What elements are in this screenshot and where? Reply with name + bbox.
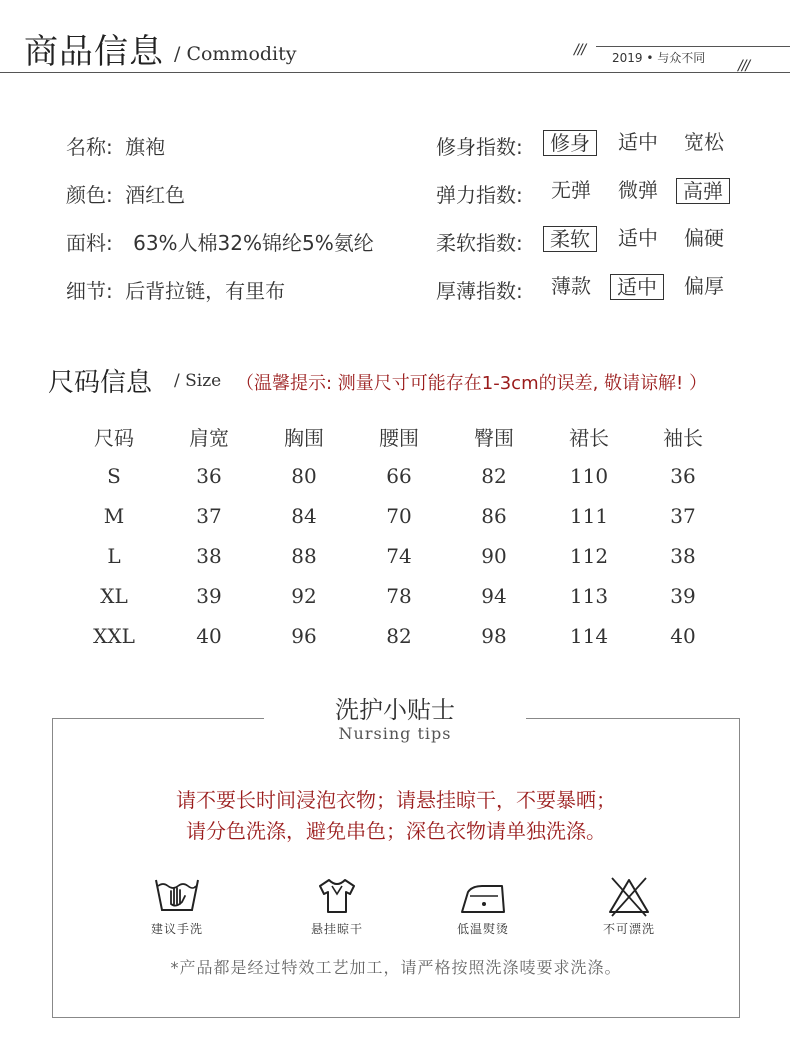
size-value-cell: 113 — [569, 584, 609, 608]
header-divider — [0, 72, 790, 73]
info-color — [66, 179, 185, 208]
size-label-cell: M — [103, 504, 125, 528]
thickness-option-medium: 适中 — [610, 274, 664, 300]
info-value: 63%人棉32%锦纶5%氨纶 — [133, 231, 374, 255]
size-value-cell: 82 — [481, 464, 507, 488]
stretch-option-slight: 微弹 — [618, 178, 658, 202]
nursing-footnote: *产品都是经过特效工艺加工，请严格按照洗涤唛要求洗涤。 — [170, 958, 622, 977]
size-value-cell: 88 — [291, 544, 317, 568]
no-bleach-label: 不可漂洗 — [602, 922, 655, 936]
size-value-cell: 37 — [670, 504, 696, 528]
low-iron-label: 低温熨烫 — [456, 922, 509, 936]
size-value-cell: 112 — [569, 544, 609, 568]
thickness-index-label: 厚薄指数: — [436, 279, 523, 303]
size-table-header: 腰围 — [379, 426, 419, 450]
nursing-line-1: 请不要长时间浸泡衣物；请悬挂晾干，不要暴晒； — [176, 788, 616, 812]
info-label: 颜色: — [66, 183, 113, 207]
size-value-cell: 36 — [196, 464, 222, 488]
thickness-option-thin: 薄款 — [551, 274, 591, 298]
size-value-cell: 40 — [670, 624, 696, 648]
size-value-cell: 90 — [481, 544, 507, 568]
size-value-cell: 111 — [569, 504, 609, 528]
hang-dry-label: 悬挂晾干 — [310, 922, 363, 936]
softness-option-hard: 偏硬 — [684, 226, 724, 250]
page-title: 商品信息 — [24, 32, 164, 72]
info-label: 细节: — [66, 279, 113, 303]
header-tag-line — [596, 46, 790, 47]
size-value-cell: 82 — [386, 624, 412, 648]
size-value-cell: 37 — [196, 504, 222, 528]
fit-option-regular: 适中 — [618, 130, 658, 154]
hand-wash-label: 建议手洗 — [150, 922, 203, 936]
page-subtitle: / Commodity — [174, 43, 297, 65]
size-value-cell: 114 — [569, 624, 609, 648]
size-label-cell: L — [107, 544, 121, 568]
size-table-header: 袖长 — [663, 426, 703, 450]
size-value-cell: 38 — [196, 544, 222, 568]
stretch-option-none: 无弹 — [551, 178, 591, 202]
size-value-cell: 36 — [670, 464, 696, 488]
size-table-header: 肩宽 — [189, 426, 229, 450]
size-value-cell: 92 — [291, 584, 317, 608]
fit-index-label: 修身指数: — [436, 135, 523, 159]
hang-dry-icon — [312, 874, 362, 918]
info-value: 旗袍 — [125, 135, 166, 159]
slashes-right: /// — [738, 58, 750, 74]
stretch-option-high: 高弹 — [676, 178, 730, 204]
softness-option-soft: 柔软 — [543, 226, 597, 252]
size-value-cell: 38 — [670, 544, 696, 568]
size-label-cell: S — [107, 464, 121, 488]
info-detail — [66, 275, 285, 304]
info-value: 后背拉链，有里布 — [125, 279, 286, 303]
size-value-cell: 40 — [196, 624, 222, 648]
hand-wash-icon — [152, 874, 202, 918]
size-section-title: 尺码信息 — [48, 368, 153, 398]
fit-option-slim: 修身 — [543, 130, 597, 156]
no-bleach-icon — [604, 874, 654, 918]
size-note: （温馨提示: 测量尺寸可能存在1-3cm的误差, 敬请谅解! ） — [236, 373, 707, 394]
size-value-cell: 110 — [569, 464, 609, 488]
size-value-cell: 39 — [670, 584, 696, 608]
softness-index-label: 柔软指数: — [436, 231, 523, 255]
size-table-header: 胸围 — [284, 426, 324, 450]
size-value-cell: 80 — [291, 464, 317, 488]
size-section-subtitle: / Size — [174, 371, 222, 391]
size-value-cell: 86 — [481, 504, 507, 528]
info-label: 名称: — [66, 135, 113, 159]
nursing-title: 洗护小贴士 — [335, 696, 455, 724]
info-value: 酒红色 — [125, 183, 186, 207]
size-value-cell: 98 — [481, 624, 507, 648]
low-iron-icon — [458, 876, 508, 920]
size-table-header: 裙长 — [569, 426, 609, 450]
slashes-left: /// — [574, 42, 586, 58]
size-value-cell: 39 — [196, 584, 222, 608]
header-tag: 2019 • 与众不同 — [612, 51, 706, 65]
size-table-header: 臀围 — [474, 426, 514, 450]
size-value-cell: 74 — [386, 544, 412, 568]
size-label-cell: XL — [100, 584, 128, 608]
softness-option-medium: 适中 — [618, 226, 658, 250]
size-value-cell: 96 — [291, 624, 317, 648]
size-label-cell: XXL — [93, 624, 135, 648]
stretch-index-label: 弹力指数: — [436, 183, 523, 207]
info-label: 面料: — [66, 231, 113, 255]
size-value-cell: 94 — [481, 584, 507, 608]
size-table-header: 尺码 — [94, 426, 134, 450]
thickness-option-thick: 偏厚 — [684, 274, 724, 298]
size-value-cell: 70 — [386, 504, 412, 528]
info-name — [66, 131, 165, 160]
size-value-cell: 84 — [291, 504, 317, 528]
fit-option-loose: 宽松 — [684, 130, 724, 154]
nursing-line-2: 请分色洗涤，避免串色；深色衣物请单独洗涤。 — [186, 819, 606, 843]
info-fabric — [66, 227, 374, 256]
size-value-cell: 78 — [386, 584, 412, 608]
size-value-cell: 66 — [386, 464, 412, 488]
nursing-subtitle: Nursing tips — [338, 724, 452, 743]
